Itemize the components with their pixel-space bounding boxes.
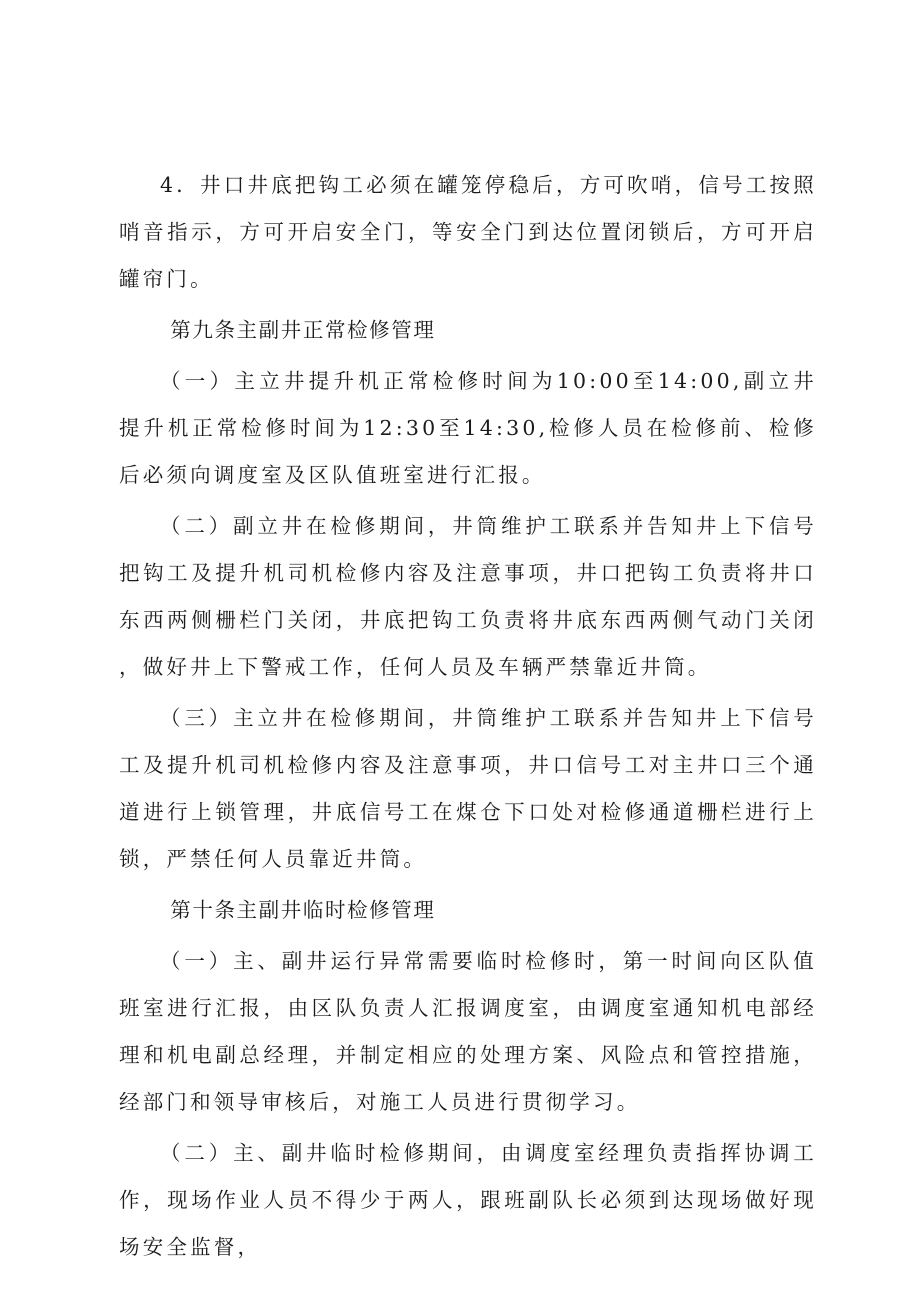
paragraph-article-10-clause-2: （二）主、副井临时检修期间，由调度室经理负责指挥协调工作，现场作业人员不得少于两人，跟班副队长必须到达现场做好现场安全监督， <box>119 1141 817 1259</box>
paragraph-article-9-clause-2: （二）副立井在检修期间，井筒维护工联系并告知井上下信号把钩工及提升机司机检修内容及注意事项，井口把钩工负责将井口东西两侧栅栏门关闭，井底把钩工负责将井底东西两侧气动门关闭，做好井上下警戒工作，任何人员及车辆严禁靠近井筒。 <box>119 514 817 679</box>
section-heading-article-10: 第十条主副井临时检修管理 <box>170 898 436 922</box>
paragraph-article-9-clause-3: （三）主立井在检修期间，井筒维护工联系并告知井上下信号工及提升机司机检修内容及注意事项，井口信号工对主井口三个通道进行上锁管理，井底信号工在煤仓下口处对检修通道栅栏进行上锁，严禁任何人员靠近井筒。 <box>119 706 817 871</box>
paragraph-item-4: 4．井口井底把钩工必须在罐笼停稳后，方可吹哨，信号工按照哨音指示，方可开启安全门，等安全门到达位置闭锁后，方可开启罐帘门。 <box>119 173 817 291</box>
document-body <box>119 162 817 1271</box>
section-heading-article-9: 第九条主副井正常检修管理 <box>170 318 436 342</box>
paragraph-article-9-clause-1: （一）主立井提升机正常检修时间为10:00至14:00,副立井提升机正常检修时间为12:30至14:30,检修人员在检修前、检修后必须向调度室及区队值班室进行汇报。 <box>119 369 817 487</box>
paragraph-article-10-clause-1: （一）主、副井运行异常需要临时检修时，第一时间向区队值班室进行汇报，由区队负责人汇报调度室，由调度室通知机电部经理和机电副总经理，并制定相应的处理方案、风险点和管控措施，经部门和领导审核后，对施工人员进行贯彻学习。 <box>119 949 817 1114</box>
